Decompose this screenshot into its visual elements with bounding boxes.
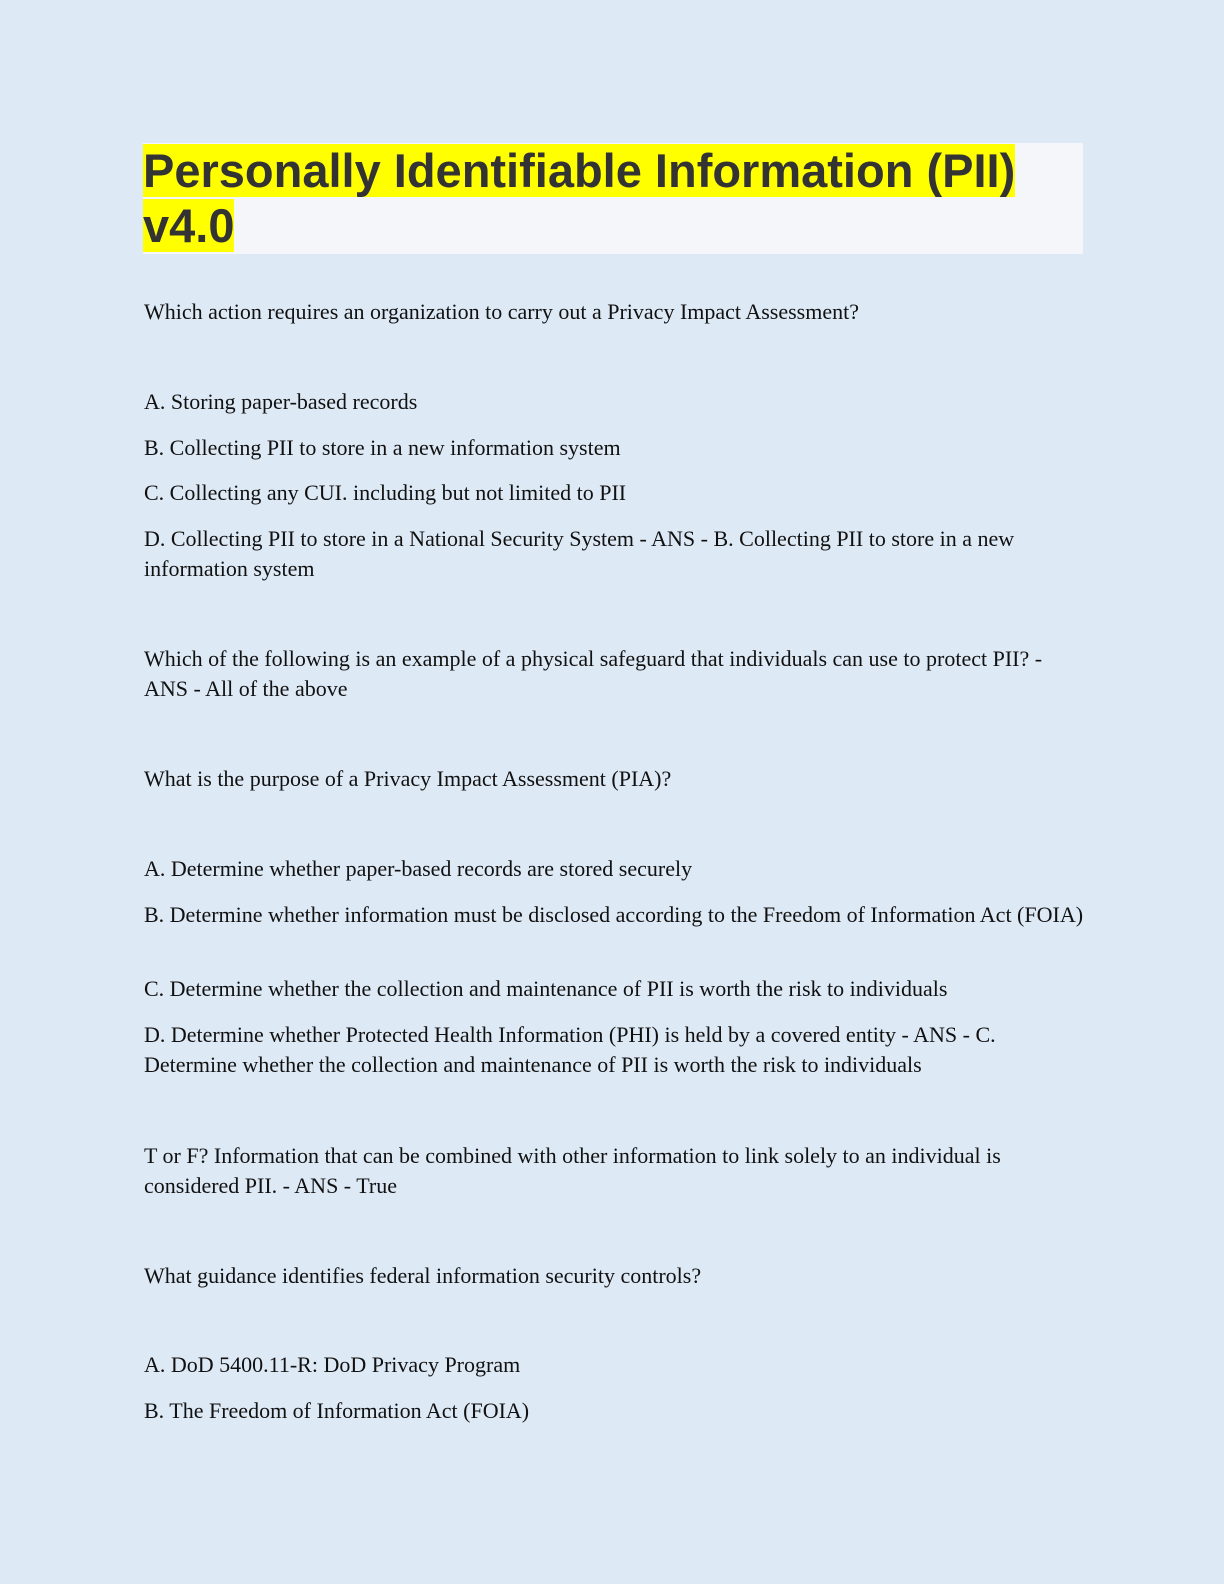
question-3-option-d-answer: D. Determine whether Protected Health Information (PHI) is held by a covered entity - ANS - C. Determine whether the collection and maintenance of PII is worth the risk to individuals [144, 1022, 996, 1077]
question-4-answer: T or F? Information that can be combined with other information to link solely to an individual is considered PII. - ANS - True [144, 1143, 1001, 1198]
question-5: What guidance identifies federal information security controls? [144, 1263, 702, 1288]
highlighted-title-text: Personally Identifiable Information (PII) v4.0 [143, 144, 1016, 252]
question-3-option-a: A. Determine whether paper-based records are stored securely [144, 856, 693, 881]
question-1-option-d-answer: D. Collecting PII to store in a National Security System - ANS - B. Collecting PII to store in a new information system [144, 526, 1015, 581]
title-block [143, 143, 1083, 254]
question-5-option-a: A. DoD 5400.11-R: DoD Privacy Program [144, 1352, 521, 1377]
question-1-option-b: B. Collecting PII to store in a new information system [144, 435, 621, 460]
question-1-option-c: C. Collecting any CUI. including but not limited to PII [144, 480, 627, 505]
question-5-option-b: B. The Freedom of Information Act (FOIA) [144, 1398, 530, 1423]
question-3-option-c: C. Determine whether the collection and maintenance of PII is worth the risk to individuals [144, 976, 948, 1001]
question-3: What is the purpose of a Privacy Impact Assessment (PIA)? [144, 766, 672, 791]
question-1: Which action requires an organization to carry out a Privacy Impact Assessment? [144, 299, 859, 324]
question-2-answer: Which of the following is an example of a physical safeguard that individuals can use to protect PII? - ANS - All of the above [144, 646, 1043, 701]
question-3-option-b: B. Determine whether information must be disclosed according to the Freedom of Information Act (FOIA) [144, 902, 1084, 927]
document-title [143, 143, 1083, 253]
question-1-option-a: A. Storing paper-based records [144, 389, 418, 414]
